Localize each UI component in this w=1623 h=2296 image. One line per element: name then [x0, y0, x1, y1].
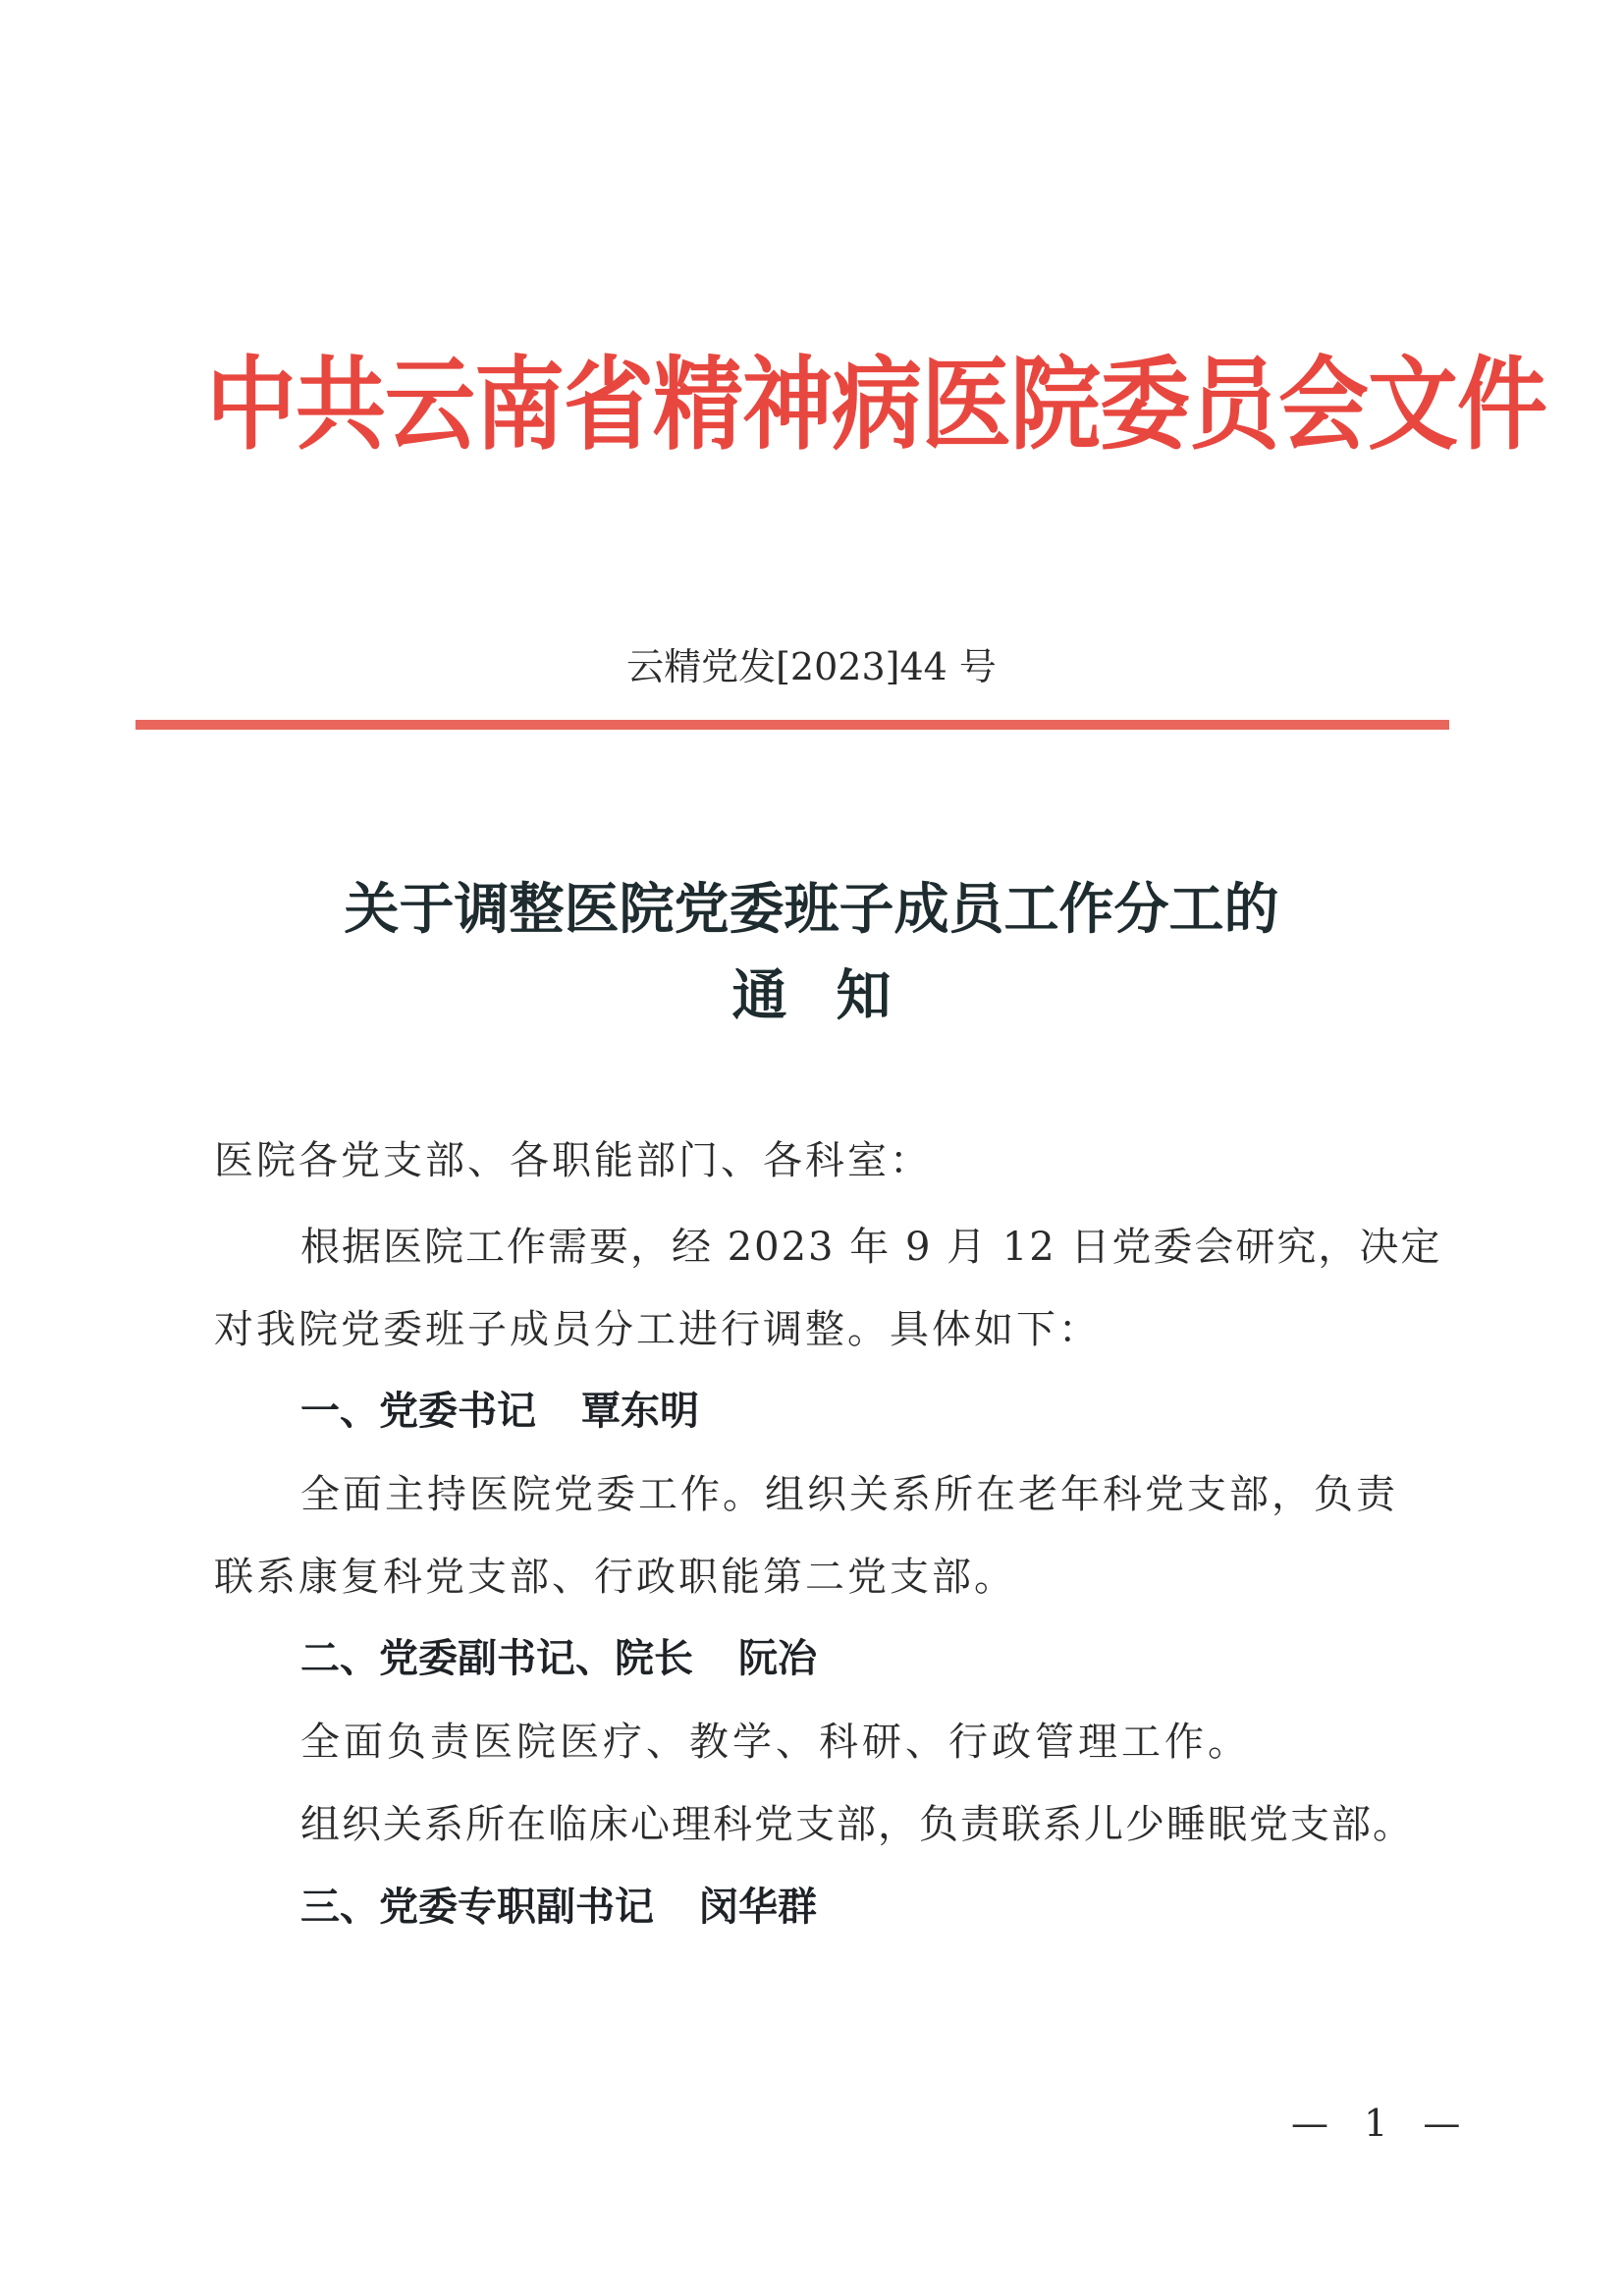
- section-heading-2: [300, 1627, 817, 1683]
- section-heading-role: 一、党委书记: [300, 1389, 536, 1434]
- salutation: 医院各党支部、各职能部门、各科室：: [214, 1138, 932, 1183]
- section-heading-name: 阮冶: [738, 1636, 817, 1681]
- section-heading-role: 二、党委副书记、院长: [300, 1636, 693, 1681]
- intro-paragraph-line2: 对我院党委班子成员分工进行调整。具体如下：: [214, 1307, 1101, 1352]
- section-heading-name: 闵华群: [699, 1885, 817, 1930]
- section-heading-role: 三、党委专职副书记: [300, 1885, 654, 1930]
- section-heading-3: [300, 1876, 817, 1932]
- red-divider-rule: [135, 720, 1449, 730]
- section-heading-name: 覃东明: [581, 1389, 699, 1434]
- section-heading-1: [300, 1380, 699, 1436]
- section-1-line-2: 联系康复科党支部、行政职能第二党支部。: [214, 1555, 1016, 1600]
- section-2-line-2: 组织关系所在临床心理科党支部，负责联系儿少睡眠党支部。: [300, 1802, 1414, 1847]
- letterhead-title: 中共云南省精神病医院委员会文件: [206, 346, 1547, 465]
- page-number: — 1 —: [1291, 2102, 1473, 2145]
- document-title: 关于调整医院党委班子成员工作分工的: [344, 878, 1279, 942]
- intro-paragraph-line1: 根据医院工作需要，经 2023 年 9 月 12 日党委会研究，决定: [300, 1225, 1442, 1270]
- section-2-line-1: 全面负责医院医疗、教学、科研、行政管理工作。: [300, 1720, 1251, 1765]
- document-title-line2: 通知: [731, 964, 941, 1028]
- section-1-line-1: 全面主持医院党委工作。组织关系所在老年科党支部，负责: [300, 1472, 1398, 1517]
- document-number: 云精党发[2023]44 号: [626, 645, 997, 688]
